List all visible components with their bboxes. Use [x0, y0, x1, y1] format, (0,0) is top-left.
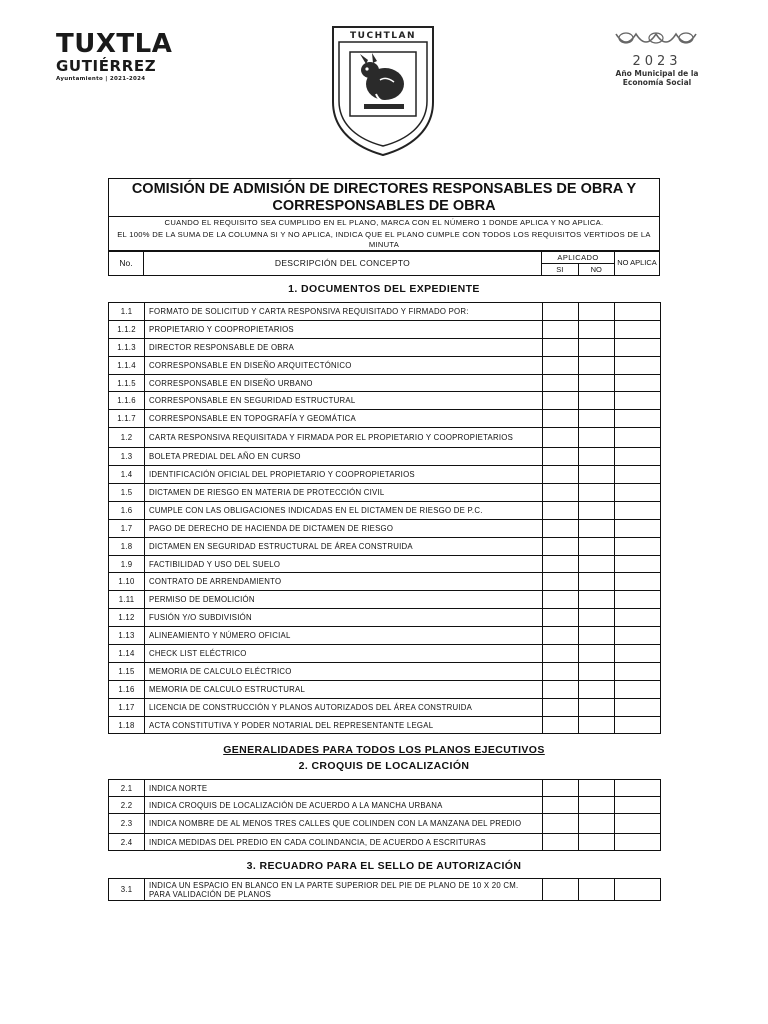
- checkbox-si[interactable]: [543, 392, 579, 410]
- checkbox-no[interactable]: [579, 879, 615, 901]
- table-row: [109, 716, 661, 734]
- checkbox-no-aplica[interactable]: [615, 428, 661, 448]
- checkbox-no-aplica[interactable]: [615, 591, 661, 609]
- row-number: 1.15: [109, 662, 145, 680]
- row-description: DICTAMEN EN SEGURIDAD ESTRUCTURAL DE ÁREA CONSTRUIDA: [145, 537, 543, 555]
- table-row: [109, 320, 661, 338]
- section-2-title: 2. CROQUIS DE LOCALIZACIÓN: [298, 760, 470, 772]
- row-description: LICENCIA DE CONSTRUCCIÓN Y PLANOS AUTORIZADOS DEL ÁREA CONSTRUIDA: [145, 698, 543, 716]
- table-row: [109, 519, 661, 537]
- row-description: CORRESPONSABLE EN SEGURIDAD ESTRUCTURAL: [145, 392, 543, 410]
- table-row: [109, 466, 661, 484]
- checkbox-no-aplica[interactable]: [615, 814, 661, 834]
- checkbox-no[interactable]: [579, 537, 615, 555]
- table-row: [109, 392, 661, 410]
- table-row: [109, 591, 661, 609]
- table-row: [109, 303, 661, 321]
- checkbox-no[interactable]: [579, 780, 615, 797]
- row-description: INDICA NOMBRE DE AL MENOS TRES CALLES QUE COLINDEN CON LA MANZANA DEL PREDIO: [145, 814, 543, 834]
- checkbox-no-aplica[interactable]: [615, 537, 661, 555]
- checkbox-no[interactable]: [579, 320, 615, 338]
- row-description: ACTA CONSTITUTIVA Y PODER NOTARIAL DEL REPRESENTANTE LEGAL: [145, 716, 543, 734]
- checkbox-no[interactable]: [579, 448, 615, 466]
- section-3-table: [108, 878, 661, 901]
- table-row: [109, 680, 661, 698]
- checkbox-si[interactable]: [543, 448, 579, 466]
- row-number: 1.16: [109, 680, 145, 698]
- row-description: CONTRATO DE ARRENDAMIENTO: [145, 573, 543, 591]
- checkbox-si[interactable]: [543, 797, 579, 814]
- logo-line-2: GUTIÉRREZ: [56, 57, 157, 75]
- section-3-title: 3. RECUADRO PARA EL SELLO DE AUTORIZACIÓN: [246, 860, 522, 872]
- checkbox-no[interactable]: [579, 410, 615, 428]
- checkbox-no-aplica[interactable]: [615, 555, 661, 573]
- table-row: [109, 573, 661, 591]
- checkbox-no-aplica[interactable]: [615, 716, 661, 734]
- row-number: 1.13: [109, 627, 145, 645]
- row-number: 1.1: [109, 303, 145, 321]
- row-number: 1.9: [109, 555, 145, 573]
- checkbox-no-aplica[interactable]: [615, 303, 661, 321]
- checkbox-si[interactable]: [543, 609, 579, 627]
- table-row: [109, 428, 661, 448]
- checkbox-no-aplica[interactable]: [615, 879, 661, 901]
- row-number: 1.18: [109, 716, 145, 734]
- table-row: [109, 356, 661, 374]
- checkbox-si[interactable]: [543, 698, 579, 716]
- row-description: CUMPLE CON LAS OBLIGACIONES INDICADAS EN EL DICTAMEN DE RIESGO DE P.C.: [145, 501, 543, 519]
- checkbox-no[interactable]: [579, 627, 615, 645]
- row-description: FACTIBILIDAD Y USO DEL SUELO: [145, 555, 543, 573]
- checkbox-no[interactable]: [579, 814, 615, 834]
- table-row: [109, 645, 661, 663]
- checkbox-no-aplica[interactable]: [615, 627, 661, 645]
- checkbox-si[interactable]: [543, 303, 579, 321]
- row-number: 1.1.4: [109, 356, 145, 374]
- table-row: [109, 609, 661, 627]
- checkbox-no-aplica[interactable]: [615, 519, 661, 537]
- row-description: FORMATO DE SOLICITUD Y CARTA RESPONSIVA REQUISITADO Y FIRMADO POR:: [145, 303, 543, 321]
- ano-municipal-logo: [602, 30, 712, 87]
- row-description: INDICA CROQUIS DE LOCALIZACIÓN DE ACUERDO A LA MANCHA URBANA: [145, 797, 543, 814]
- table-row: [109, 410, 661, 428]
- row-number: 3.1: [109, 879, 145, 901]
- checkbox-si[interactable]: [543, 834, 579, 851]
- form-title: COMISIÓN DE ADMISIÓN DE DIRECTORES RESPONSABLES DE OBRA Y CORRESPONSABLES DE OBRA: [109, 179, 659, 217]
- checkbox-si[interactable]: [543, 374, 579, 392]
- row-description: INDICA UN ESPACIO EN BLANCO EN LA PARTE SUPERIOR DEL PIE DE PLANO DE 10 X 20 CM. PARA VALIDACIÓN DE PLANOS: [145, 879, 543, 901]
- shield-label: TUCHTLAN: [350, 31, 416, 41]
- column-header-aplicado: [542, 251, 615, 275]
- row-number: 2.4: [109, 834, 145, 851]
- table-row: [109, 814, 661, 834]
- row-description: DICTAMEN DE RIESGO EN MATERIA DE PROTECCIÓN CIVIL: [145, 484, 543, 502]
- row-number: 1.1.5: [109, 374, 145, 392]
- checkbox-no[interactable]: [579, 645, 615, 663]
- checkbox-no-aplica[interactable]: [615, 645, 661, 663]
- checkbox-no[interactable]: [579, 356, 615, 374]
- checkbox-si[interactable]: [543, 716, 579, 734]
- row-number: 1.11: [109, 591, 145, 609]
- checkbox-si[interactable]: [543, 627, 579, 645]
- checkbox-no-aplica[interactable]: [615, 320, 661, 338]
- checkbox-no[interactable]: [579, 392, 615, 410]
- table-row: [109, 448, 661, 466]
- row-description: FUSIÓN Y/O SUBDIVISIÓN: [145, 609, 543, 627]
- row-description: DIRECTOR RESPONSABLE DE OBRA: [145, 338, 543, 356]
- row-description: CARTA RESPONSIVA REQUISITADA Y FIRMADA POR EL PROPIETARIO Y COOPROPIETARIOS: [145, 428, 543, 448]
- table-row: [109, 484, 661, 502]
- row-description: CORRESPONSABLE EN DISEÑO URBANO: [145, 374, 543, 392]
- row-description: MEMORIA DE CALCULO ESTRUCTURAL: [145, 680, 543, 698]
- checkbox-no[interactable]: [579, 555, 615, 573]
- column-header-no-aplica: NO APLICA: [617, 258, 657, 267]
- section-1-table: [108, 302, 661, 734]
- logo-text-line-2: Economía Social: [622, 78, 692, 87]
- row-number: 2.2: [109, 797, 145, 814]
- checkbox-no[interactable]: [579, 428, 615, 448]
- checkbox-si[interactable]: [543, 573, 579, 591]
- table-row: [109, 834, 661, 851]
- row-description: PAGO DE DERECHO DE HACIENDA DE DICTAMEN DE RIESGO: [145, 519, 543, 537]
- row-number: 1.1.6: [109, 392, 145, 410]
- row-description: PERMISO DE DEMOLICIÓN: [145, 591, 543, 609]
- checkbox-si[interactable]: [543, 356, 579, 374]
- logo-line-3: Ayuntamiento | 2021-2024: [56, 76, 146, 82]
- logo-line-1: TUXTLA: [56, 29, 173, 59]
- checkbox-no-aplica[interactable]: [615, 797, 661, 814]
- checkbox-si[interactable]: [543, 537, 579, 555]
- checkbox-no[interactable]: [579, 338, 615, 356]
- row-number: 1.5: [109, 484, 145, 502]
- checkbox-si[interactable]: [543, 662, 579, 680]
- checkbox-si[interactable]: [543, 466, 579, 484]
- checkbox-no[interactable]: [579, 519, 615, 537]
- row-number: 1.10: [109, 573, 145, 591]
- row-description: MEMORIA DE CALCULO ELÉCTRICO: [145, 662, 543, 680]
- checkbox-no-aplica[interactable]: [615, 662, 661, 680]
- form-instructions-1: CUANDO EL REQUISITO SEA CUMPLIDO EN EL PLANO, MARCA CON EL NÚMERO 1 DONDE APLICA Y NO APLICA.: [164, 218, 604, 227]
- table-row: [109, 374, 661, 392]
- table-row: [109, 797, 661, 814]
- checkbox-no-aplica[interactable]: [615, 392, 661, 410]
- checkbox-no-aplica[interactable]: [615, 501, 661, 519]
- logo-text-line-1: Año Municipal de la: [615, 69, 699, 78]
- checkbox-no[interactable]: [579, 374, 615, 392]
- row-number: 2.3: [109, 814, 145, 834]
- row-description: PROPIETARIO Y COOPROPIETARIOS: [145, 320, 543, 338]
- checkbox-no[interactable]: [579, 303, 615, 321]
- row-description: BOLETA PREDIAL DEL AÑO EN CURSO: [145, 448, 543, 466]
- checkbox-no-aplica[interactable]: [615, 410, 661, 428]
- table-row: [109, 555, 661, 573]
- row-number: 1.17: [109, 698, 145, 716]
- checkbox-no-aplica[interactable]: [615, 484, 661, 502]
- checkbox-no[interactable]: [579, 573, 615, 591]
- checkbox-si[interactable]: [543, 428, 579, 448]
- row-number: 1.1.7: [109, 410, 145, 428]
- tuxtla-gutierrez-logo: [56, 30, 172, 83]
- checkbox-no[interactable]: [579, 834, 615, 851]
- checkbox-no-aplica[interactable]: [615, 448, 661, 466]
- checkbox-no[interactable]: [579, 484, 615, 502]
- checkbox-no-aplica[interactable]: [615, 338, 661, 356]
- checkbox-si[interactable]: [543, 645, 579, 663]
- row-description: CHECK LIST ELÉCTRICO: [145, 645, 543, 663]
- table-row: [109, 338, 661, 356]
- checkbox-no[interactable]: [579, 591, 615, 609]
- column-header-si: SI: [542, 264, 579, 275]
- checkbox-no-aplica[interactable]: [615, 356, 661, 374]
- generalidades-title: GENERALIDADES PARA TODOS LOS PLANOS EJECUTIVOS: [223, 744, 545, 756]
- checkbox-si[interactable]: [543, 484, 579, 502]
- checkbox-si[interactable]: [543, 780, 579, 797]
- checkbox-no-aplica[interactable]: [615, 466, 661, 484]
- checkbox-no[interactable]: [579, 609, 615, 627]
- row-number: 1.4: [109, 466, 145, 484]
- column-header-description: DESCRIPCIÓN DEL CONCEPTO: [144, 251, 542, 275]
- row-number: 2.1: [109, 780, 145, 797]
- tuchtlan-shield-emblem: [330, 24, 436, 158]
- row-number: 1.7: [109, 519, 145, 537]
- checkbox-no-aplica[interactable]: [615, 698, 661, 716]
- column-header-no-sub: NO: [590, 265, 602, 274]
- checkbox-no[interactable]: [579, 466, 615, 484]
- row-number: 1.1.2: [109, 320, 145, 338]
- row-description: INDICA MEDIDAS DEL PREDIO EN CADA COLINDANCIA, DE ACUERDO A ESCRITURAS: [145, 834, 543, 851]
- checkbox-si[interactable]: [543, 519, 579, 537]
- section-1-title: 1. DOCUMENTOS DEL EXPEDIENTE: [288, 283, 480, 295]
- row-number: 1.8: [109, 537, 145, 555]
- row-number: 1.3: [109, 448, 145, 466]
- row-description: CORRESPONSABLE EN DISEÑO ARQUITECTÓNICO: [145, 356, 543, 374]
- row-description: INDICA NORTE: [145, 780, 543, 797]
- column-header-row: [108, 250, 660, 276]
- row-number: 1.12: [109, 609, 145, 627]
- checkbox-no[interactable]: [579, 501, 615, 519]
- checkbox-si[interactable]: [543, 410, 579, 428]
- column-header-aplicado-label: APLICADO: [542, 251, 614, 264]
- decorative-loops-icon: [612, 30, 702, 48]
- table-row: [109, 537, 661, 555]
- checkbox-si[interactable]: [543, 501, 579, 519]
- checkbox-si[interactable]: [543, 320, 579, 338]
- checkbox-no[interactable]: [579, 716, 615, 734]
- checkbox-si[interactable]: [543, 591, 579, 609]
- row-number: 1.1.3: [109, 338, 145, 356]
- table-row: [109, 879, 661, 901]
- checkbox-no-aplica[interactable]: [615, 680, 661, 698]
- row-number: 1.14: [109, 645, 145, 663]
- logo-year: 2023: [632, 54, 682, 69]
- table-row: [109, 698, 661, 716]
- checkbox-no[interactable]: [579, 698, 615, 716]
- checkbox-no[interactable]: [579, 680, 615, 698]
- table-row: [109, 501, 661, 519]
- row-description: ALINEAMIENTO Y NÚMERO OFICIAL: [145, 627, 543, 645]
- checkbox-no-aplica[interactable]: [615, 834, 661, 851]
- checkbox-no[interactable]: [579, 662, 615, 680]
- checkbox-si[interactable]: [543, 680, 579, 698]
- row-description: IDENTIFICACIÓN OFICIAL DEL PROPIETARIO Y COOPROPIETARIOS: [145, 466, 543, 484]
- checkbox-no-aplica[interactable]: [615, 573, 661, 591]
- checkbox-si[interactable]: [543, 338, 579, 356]
- checkbox-si[interactable]: [543, 879, 579, 901]
- table-row: [109, 662, 661, 680]
- row-description: CORRESPONSABLE EN TOPOGRAFÍA Y GEOMÁTICA: [145, 410, 543, 428]
- column-header-no: No.: [109, 251, 144, 275]
- checkbox-si[interactable]: [543, 814, 579, 834]
- form-title-box: [108, 178, 660, 252]
- table-row: [109, 627, 661, 645]
- form-instructions-2: EL 100% DE LA SUMA DE LA COLUMNA SI Y NO APLICA, INDICA QUE EL PLANO CUMPLE CON TODOS LOS REQUISITOS VERTIDOS DE LA MINUTA: [117, 230, 651, 249]
- row-number: 1.6: [109, 501, 145, 519]
- section-2-table: [108, 779, 661, 851]
- checkbox-no-aplica[interactable]: [615, 609, 661, 627]
- checkbox-no[interactable]: [579, 797, 615, 814]
- table-row: [109, 780, 661, 797]
- checkbox-si[interactable]: [543, 555, 579, 573]
- row-number: 1.2: [109, 428, 145, 448]
- checkbox-no-aplica[interactable]: [615, 780, 661, 797]
- checkbox-no-aplica[interactable]: [615, 374, 661, 392]
